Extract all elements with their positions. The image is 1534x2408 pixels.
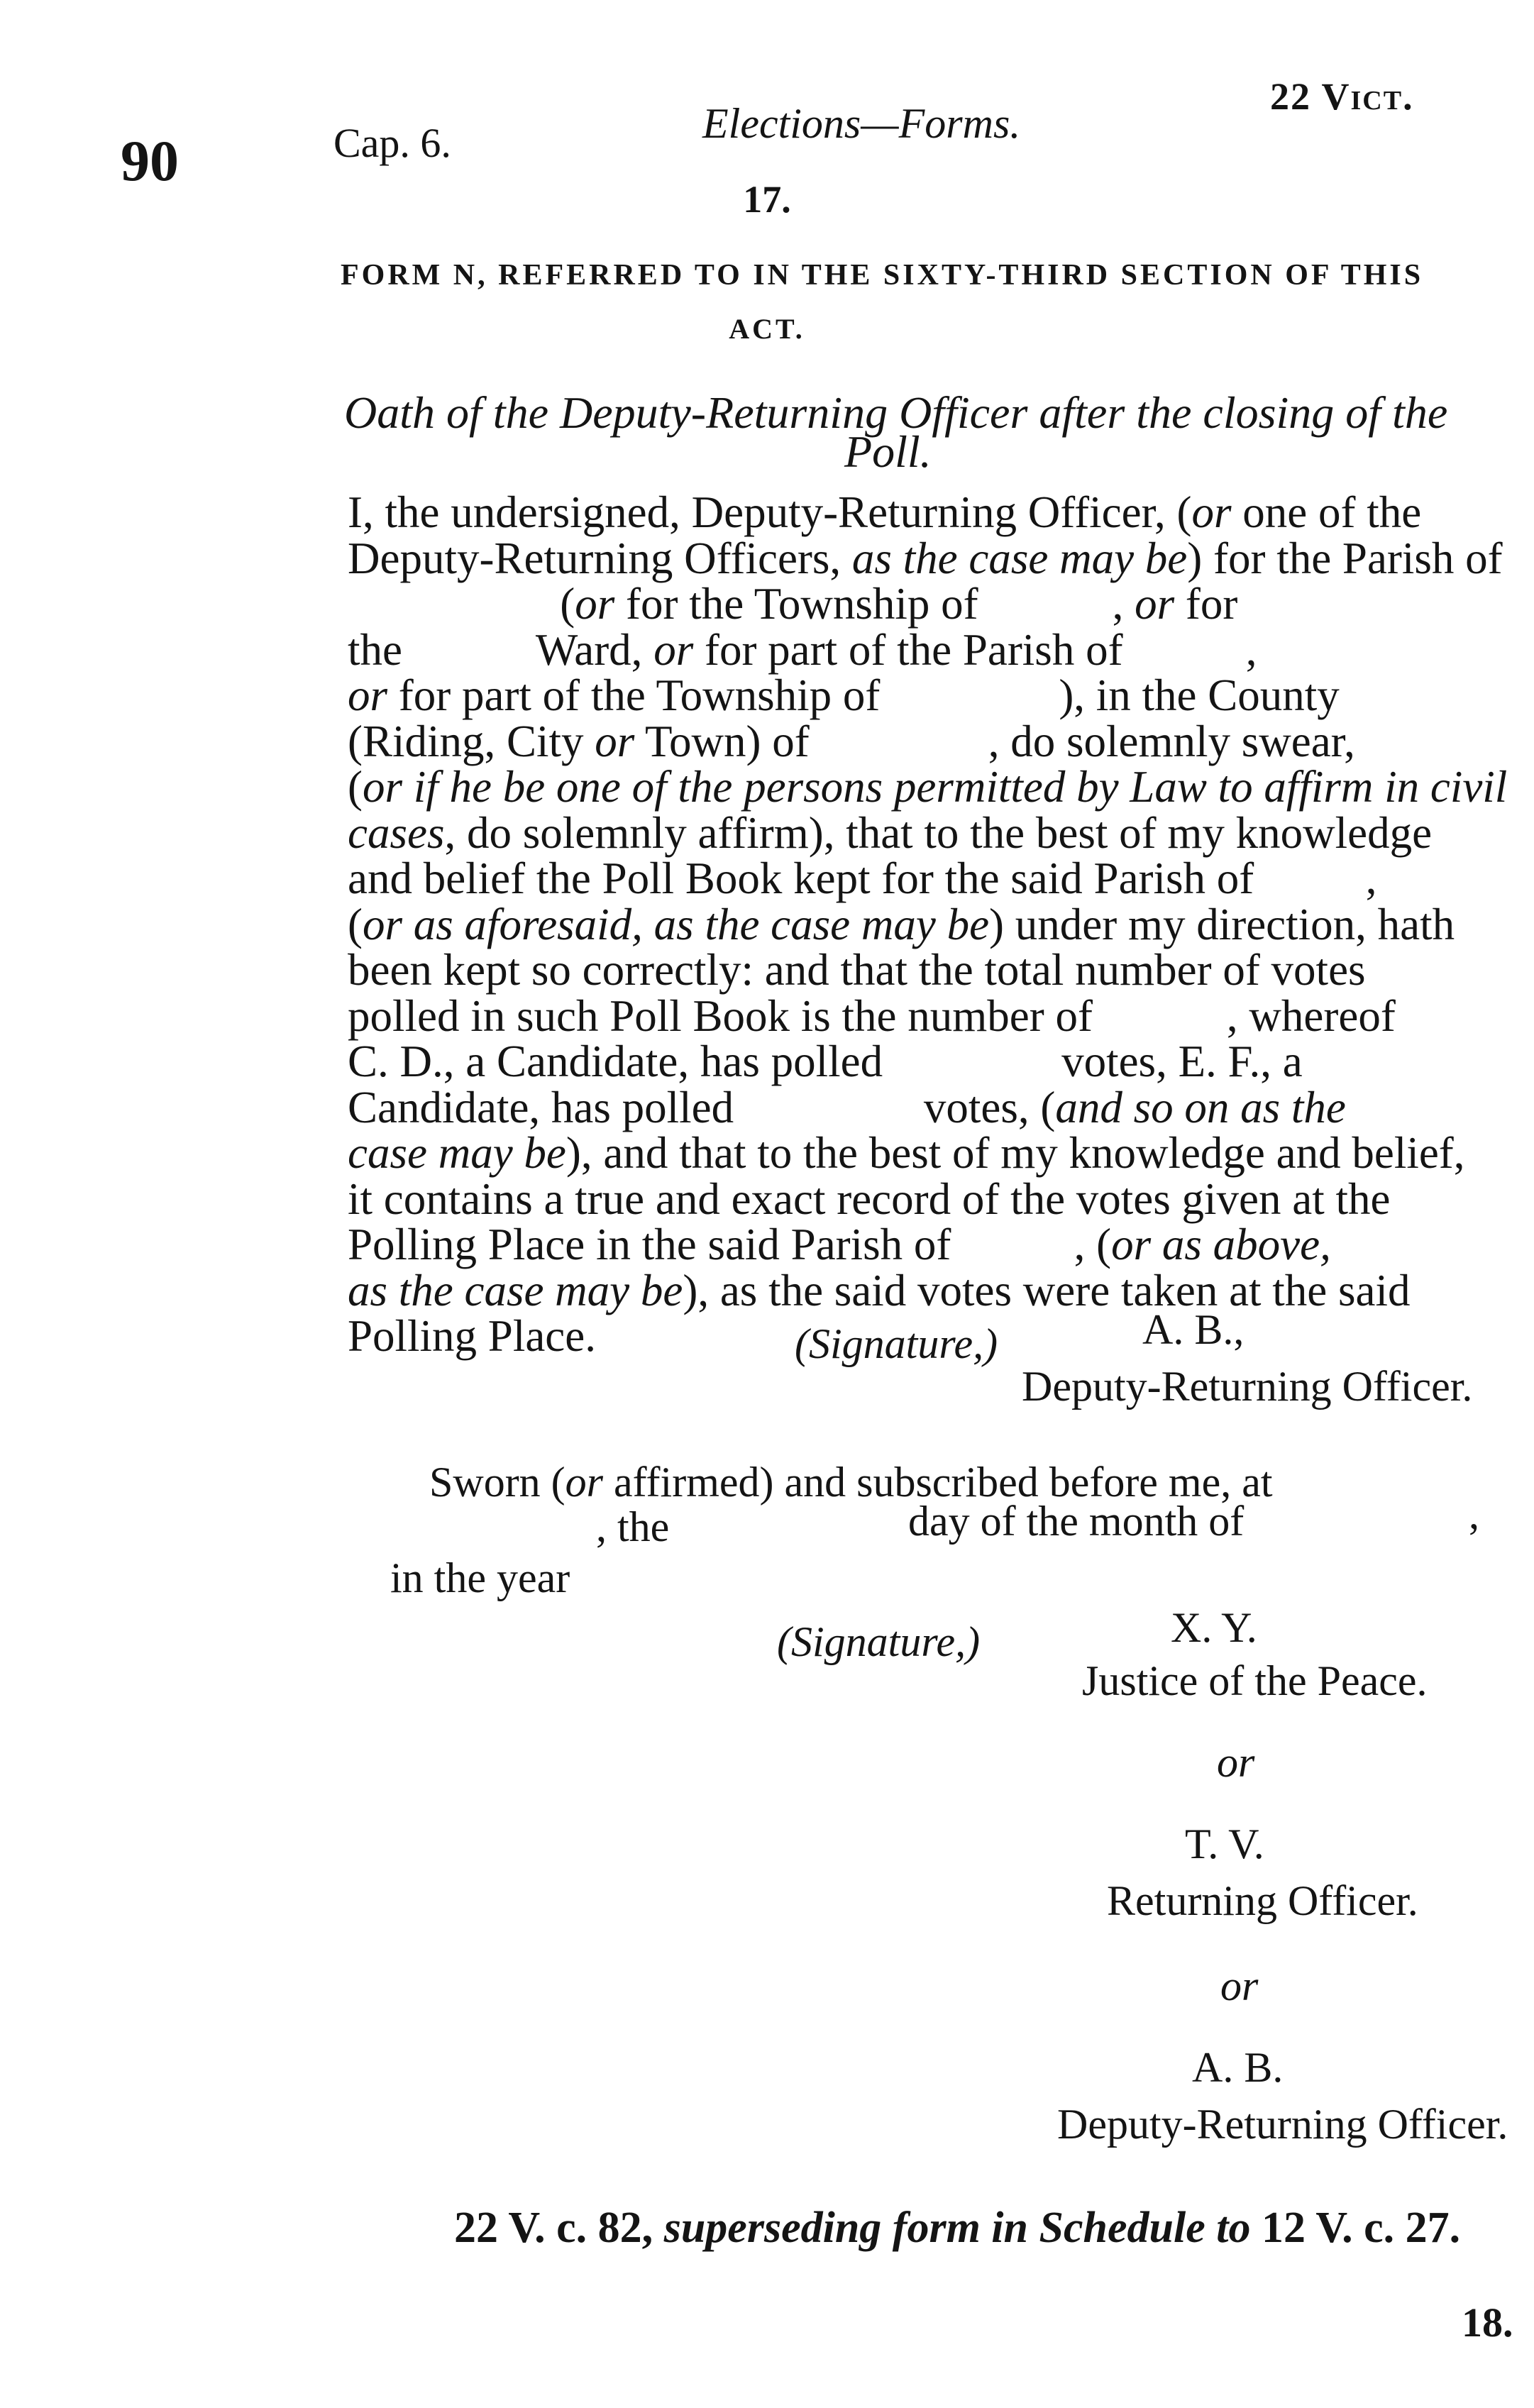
oath-text: it contains a true and exact record of the votes given at the bbox=[348, 1173, 1391, 1224]
oath-text: ( bbox=[348, 579, 575, 629]
running-title: Elections—Forms. bbox=[702, 100, 1021, 147]
oath-text: for the Township of , bbox=[614, 579, 1135, 629]
oath-text: ), as the said votes were taken at the said bbox=[683, 1265, 1411, 1315]
signature-label: (Signature,) bbox=[795, 1320, 998, 1367]
alternative-or-1: or bbox=[1217, 1739, 1255, 1786]
oath-line bbox=[348, 1130, 1483, 1176]
oath-italic-text: or bbox=[575, 579, 615, 629]
form-heading-end: ACT. bbox=[729, 313, 805, 345]
page-number: 90 bbox=[121, 128, 179, 193]
oath-italic-text: or if he be one of the persons permitted by Law to affirm in civil bbox=[362, 762, 1508, 812]
oath-line bbox=[348, 581, 1483, 627]
oath-text: polled in such Poll Book is the number of , whereof bbox=[348, 990, 1396, 1041]
oath-text: ) for the Parish of bbox=[1187, 533, 1503, 583]
oath-line bbox=[348, 670, 1483, 720]
oath-text: been kept so correctly: and that the total number of votes bbox=[348, 945, 1366, 995]
oath-italic-text: as the case may be bbox=[851, 533, 1188, 583]
oath-line bbox=[348, 487, 1483, 537]
citation-part-1: 22 V. c. 82, bbox=[454, 2204, 664, 2252]
sworn-comma: , bbox=[1469, 1491, 1479, 1537]
oath-line bbox=[348, 1265, 1483, 1315]
form-number: 17. bbox=[743, 178, 791, 221]
oath-italic-text: case may be bbox=[348, 1128, 566, 1178]
oath-italic-text: as the case may be bbox=[348, 1265, 683, 1315]
oath-text: ( bbox=[348, 762, 363, 812]
sworn-line-3: in the year bbox=[390, 1554, 570, 1601]
oath-text: Polling Place. bbox=[348, 1311, 596, 1361]
oath-text: ), and that to the best of my knowledge and belief, bbox=[565, 1128, 1465, 1178]
oath-text: , do solemnly affirm), that to the best of my knowledge bbox=[444, 807, 1433, 858]
form-heading: FORM N, REFERRED TO IN THE SIXTY-THIRD SECTION OF THIS bbox=[341, 259, 1424, 292]
sworn-text-a: Sworn ( bbox=[429, 1459, 565, 1506]
alternative-or-2: or bbox=[1220, 1962, 1259, 2009]
oath-line bbox=[348, 533, 1503, 583]
oath-title-line-1: Oath of the Deputy-Returning Officer after the closing of the bbox=[344, 387, 1448, 438]
oath-line bbox=[348, 762, 1508, 812]
oath-italic-text: or as above, bbox=[1111, 1220, 1331, 1269]
oath-text: ( bbox=[348, 899, 363, 949]
oath-text: Town) of , do solemnly swear, bbox=[634, 716, 1355, 766]
citation-part-3: 12 V. c. 27. bbox=[1250, 2204, 1461, 2252]
signature-label-2: (Signature,) bbox=[777, 1618, 981, 1665]
citation-part-2: superseding form in Schedule to bbox=[663, 2204, 1251, 2252]
sworn-text-b: affirmed) and subscribed before me, at bbox=[603, 1459, 1273, 1506]
deputy-officer-name: A. B. bbox=[1192, 2044, 1284, 2091]
oath-italic-text: cases bbox=[348, 807, 445, 858]
returning-officer-title: Returning Officer. bbox=[1107, 1877, 1418, 1924]
oath-italic-text: or bbox=[653, 624, 694, 675]
oath-text: Polling Place in the said Parish of , ( bbox=[348, 1220, 1112, 1269]
oath-italic-text: or bbox=[595, 716, 635, 766]
oath-line bbox=[348, 807, 1483, 858]
returning-officer-name: T. V. bbox=[1185, 1821, 1264, 1867]
oath-text: and belief the Poll Book kept for the said Parish of , bbox=[348, 854, 1377, 903]
oath-line bbox=[348, 947, 1483, 993]
oath-text: (Riding, City bbox=[348, 716, 595, 766]
oath-line bbox=[348, 1039, 1483, 1085]
justice-name: X. Y. bbox=[1171, 1604, 1257, 1651]
regnal-year: 22 Vict. bbox=[1270, 75, 1414, 118]
oath-text: for bbox=[1174, 579, 1238, 629]
oath-text: the Ward, bbox=[348, 624, 654, 675]
oath-line bbox=[348, 1173, 1483, 1224]
sworn-line-2b: day of the month of bbox=[908, 1498, 1245, 1545]
chapter-reference: Cap. 6. bbox=[333, 120, 451, 166]
oath-text: Deputy-Returning Officers, bbox=[348, 533, 852, 583]
oath-italic-text: or as aforesaid, as the case may be bbox=[362, 899, 990, 949]
oath-body bbox=[348, 487, 1508, 1361]
oath-italic-text: or bbox=[348, 670, 388, 720]
signatory-title: Deputy-Returning Officer. bbox=[1022, 1363, 1473, 1410]
sworn-line-2a: , the bbox=[596, 1503, 670, 1550]
oath-line bbox=[348, 716, 1483, 766]
oath-text: one of the bbox=[1231, 487, 1422, 537]
oath-line bbox=[348, 1222, 1483, 1268]
oath-text: for part of the Parish of , bbox=[693, 624, 1257, 675]
oath-line bbox=[348, 990, 1483, 1041]
sworn-or: or bbox=[565, 1459, 604, 1506]
oath-line bbox=[348, 624, 1483, 675]
oath-text: C. D., a Candidate, has polled votes, E. F., a bbox=[348, 1037, 1303, 1086]
signatory-name: A. B., bbox=[1142, 1306, 1245, 1353]
oath-text: ) under my direction, hath bbox=[989, 899, 1455, 949]
oath-text: I, the undersigned, Deputy-Returning Officer, ( bbox=[348, 487, 1192, 537]
oath-line bbox=[348, 899, 1483, 949]
oath-italic-text: or bbox=[1191, 487, 1232, 537]
oath-title-line-2: Poll. bbox=[844, 426, 932, 477]
statute-citation bbox=[454, 2203, 1460, 2253]
oath-line bbox=[348, 1082, 1483, 1132]
catchword: 18. bbox=[1462, 2299, 1513, 2346]
oath-italic-text: and so on as the bbox=[1055, 1082, 1346, 1132]
justice-title: Justice of the Peace. bbox=[1082, 1657, 1428, 1704]
oath-line bbox=[348, 856, 1483, 902]
deputy-officer-title: Deputy-Returning Officer. bbox=[1057, 2101, 1508, 2148]
oath-text: Candidate, has polled votes, ( bbox=[348, 1082, 1056, 1132]
oath-italic-text: or bbox=[1135, 579, 1175, 629]
oath-text: for part of the Township of ), in the County bbox=[387, 670, 1340, 720]
